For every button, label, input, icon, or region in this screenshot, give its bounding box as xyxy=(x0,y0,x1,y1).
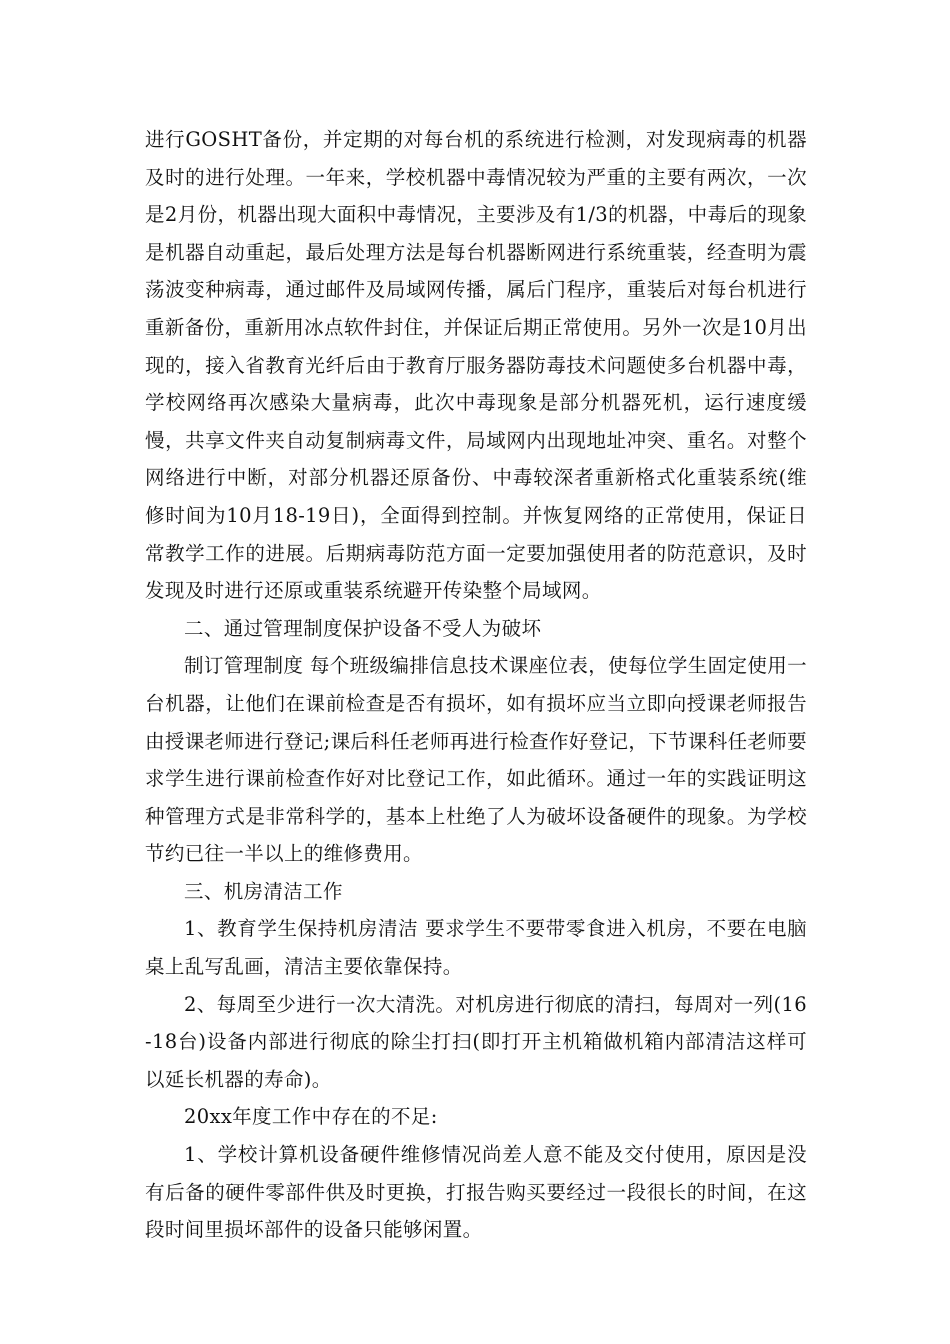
paragraph-shortcoming-item-1: 1、学校计算机设备硬件维修情况尚差人意不能及交付使用，原因是没有后备的硬件零部件供及时更换，打报告购买要经过一段很长的时间，在这段时间里损坏部件的设备只能够闲置。 xyxy=(145,1143,807,1242)
document-body xyxy=(145,121,807,1249)
section-heading-cleaning: 三、机房清洁工作 xyxy=(184,879,343,903)
section-heading-shortcomings: 20xx年度工作中存在的不足: xyxy=(184,1105,438,1129)
paragraph-virus-handling: 进行GOSHT备份，并定期的对每台机的系统进行检测，对发现病毒的机器及时的进行处理。一年来，学校机器中毒情况较为严重的主要有两次，一次是2月份，机器出现大面积中毒情况，主要涉及有1/3的机器，中毒后的现象是机器自动重起，最后处理方法是每台机器断网进行系统重装，经查明为震荡波变种病毒，通过邮件及局域网传播，属后门程序，重装后对每台机进行重新备份，重新用冰点软件封住，并保证后期正常使用。另外一次是10月出现的，接入省教育光纤后由于教育厅服务器防毒技术问题使多台机器中毒，学校网络再次感染大量病毒，此次中毒现象是部分机器死机，运行速度缓慢，共享文件夹自动复制病毒文件，局域网内出现地址冲突、重名。对整个网络进行中断，对部分机器还原备份、中毒较深者重新格式化重装系统(维修时间为10月18-19日)，全面得到控制。并恢复网络的正常使用，保证日常教学工作的进展。后期病毒防范方面一定要加强使用者的防范意识，及时发现及时进行还原或重装系统避开传染整个局域网。 xyxy=(145,128,807,603)
section-heading-management: 二、通过管理制度保护设备不受人为破坏 xyxy=(184,616,542,640)
paragraph-management-system: 制订管理制度 每个班级编排信息技术课座位表，使每位学生固定使用一台机器，让他们在课前检查是否有损坏，如有损坏应当立即向授课老师报告由授课老师进行登记;课后科任老师再进行检查作好登记，下节课科任老师要求学生进行课前检查作好对比登记工作，如此循环。通过一年的实践证明这种管理方式是非常科学的，基本上杜绝了人为破坏设备硬件的现象。为学校节约已往一半以上的维修费用。 xyxy=(145,654,807,866)
paragraph-cleaning-item-2: 2、每周至少进行一次大清洗。对机房进行彻底的清扫，每周对一列(16-18台)设备内部进行彻底的除尘打扫(即打开主机箱做机箱内部清洁这样可以延长机器的寿命)。 xyxy=(145,992,807,1091)
paragraph-cleaning-item-1: 1、教育学生保持机房清洁 要求学生不要带零食进入机房，不要在电脑桌上乱写乱画，清洁主要依靠保持。 xyxy=(145,917,807,979)
